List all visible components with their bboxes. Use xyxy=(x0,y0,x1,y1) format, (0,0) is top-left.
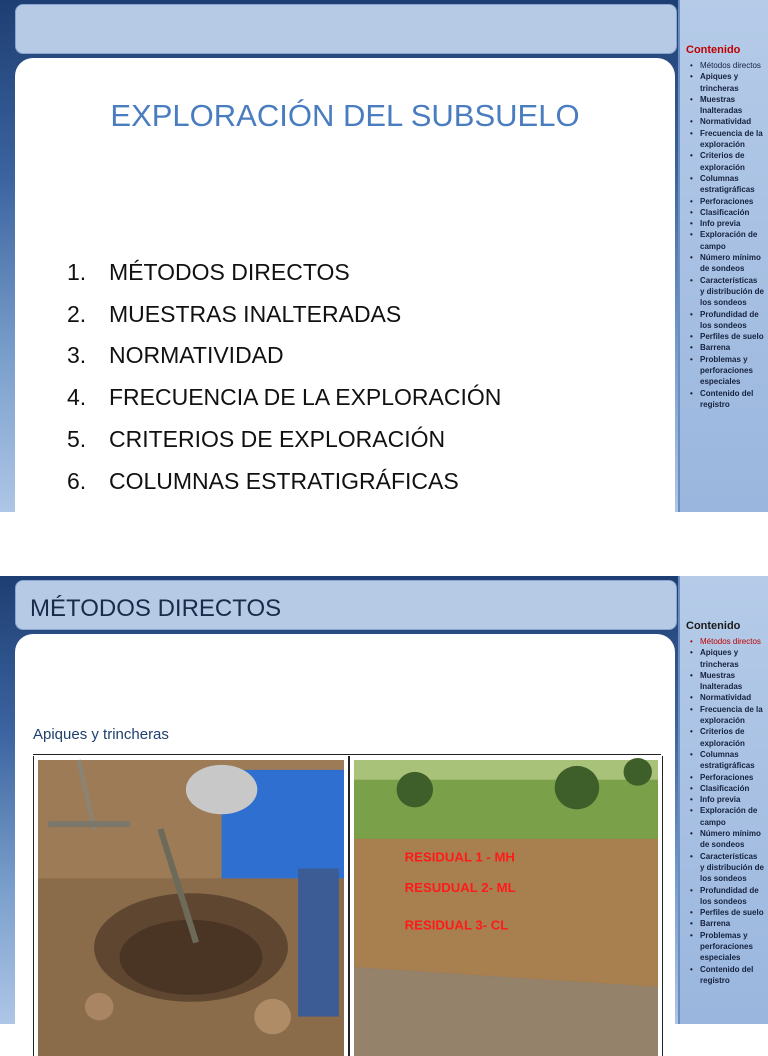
sidebar-item[interactable]: • Contenido del registro xyxy=(690,964,764,987)
slide-divider xyxy=(0,512,768,576)
topic-list xyxy=(67,252,501,544)
sidebar-item[interactable]: • Número mínimo de sondeos xyxy=(690,828,764,851)
sidebar-item[interactable]: • Criterios de exploración xyxy=(690,150,764,173)
sidebar-item[interactable]: • Exploración de campo xyxy=(690,805,764,828)
topic-item: 1. MÉTODOS DIRECTOS xyxy=(67,259,350,285)
table-top-rule xyxy=(33,754,661,755)
topic-item: 6. COLUMNAS ESTRATIGRÁFICAS xyxy=(67,467,459,494)
sidebar-item[interactable]: • Perforaciones xyxy=(690,772,764,783)
sidebar-item[interactable]: • Número mínimo de sondeos xyxy=(690,252,764,275)
photo-cell-right xyxy=(349,756,663,1056)
sidebar-item[interactable]: • Características y distribución de los sondeos xyxy=(690,275,764,309)
slide-title: EXPLORACIÓN DEL SUBSUELO xyxy=(110,98,580,133)
topic-item: 5. CRITERIOS DE EXPLORACIÓN xyxy=(67,425,446,452)
topic-item: 2. MUESTRAS INALTERADAS xyxy=(67,300,402,327)
topic-item: 3. NORMATIVIDAD xyxy=(67,342,284,369)
sidebar-item[interactable]: • Columnas estratigráficas xyxy=(690,173,764,196)
slide-2-content xyxy=(15,634,675,1054)
sidebar-item[interactable]: • Normatividad xyxy=(690,692,764,703)
sidebar-title: Contenido xyxy=(686,44,741,56)
test-pit-photo-image xyxy=(38,760,344,1056)
sidebar-item[interactable]: • Frecuencia de la exploración xyxy=(690,704,764,727)
sidebar-title: Contenido xyxy=(686,620,741,632)
slide-1-title-bar xyxy=(15,4,677,54)
stratum-label: RESUDUAL 2- ML xyxy=(404,880,516,896)
sidebar-item[interactable]: • Barrena xyxy=(690,918,764,929)
slide-2-title-bar xyxy=(15,580,677,630)
sidebar-item[interactable]: • Métodos directos xyxy=(690,60,764,71)
sidebar-item[interactable]: • Profundidad de los sondeos xyxy=(690,885,764,908)
sidebar-item[interactable]: • Muestras Inalteradas xyxy=(690,94,764,117)
slide-1-content xyxy=(15,58,675,560)
sidebar-item[interactable]: • Clasificación xyxy=(690,207,764,218)
slide-1 xyxy=(0,0,768,512)
sidebar-item[interactable]: • Problemas y perforaciones especiales xyxy=(690,930,764,964)
sidebar-item[interactable]: • Muestras Inalteradas xyxy=(690,670,764,693)
sidebar-item[interactable]: • Características y distribución de los sondeos xyxy=(690,851,764,885)
contents-sidebar xyxy=(678,0,768,512)
stratum-label: RESIDUAL 1 - MH xyxy=(404,849,515,865)
sidebar-item[interactable]: • Criterios de exploración xyxy=(690,726,764,749)
sidebar-list xyxy=(690,636,764,986)
sidebar-item[interactable]: • Apiques y trincheras xyxy=(690,71,764,94)
slide-2-title: MÉTODOS DIRECTOS xyxy=(30,595,282,622)
sidebar-item[interactable]: • Métodos directos xyxy=(690,636,764,647)
stratum-label: RESIDUAL 3- CL xyxy=(404,917,509,933)
photo-test-pit xyxy=(38,760,344,1056)
photo-cell-left xyxy=(33,756,349,1056)
sidebar-item[interactable]: • Perfiles de suelo xyxy=(690,907,764,918)
sidebar-item[interactable]: • Clasificación xyxy=(690,783,764,794)
slide-2 xyxy=(0,576,768,1024)
sidebar-item[interactable]: • Columnas estratigráficas xyxy=(690,749,764,772)
sidebar-item[interactable]: • Barrena xyxy=(690,342,764,353)
topic-item: 4. FRECUENCIA DE LA EXPLORACIÓN xyxy=(67,384,502,411)
sidebar-item[interactable]: • Perfiles de suelo xyxy=(690,331,764,342)
sidebar-item[interactable]: • Problemas y perforaciones especiales xyxy=(690,354,764,388)
contents-sidebar xyxy=(678,576,768,1024)
photo-trench xyxy=(354,760,658,1056)
sidebar-item[interactable]: • Contenido del registro xyxy=(690,388,764,411)
sidebar-item[interactable]: • Perforaciones xyxy=(690,196,764,207)
sidebar-item[interactable]: • Info previa xyxy=(690,794,764,805)
sidebar-item[interactable]: • Exploración de campo xyxy=(690,229,764,252)
sidebar-list xyxy=(690,60,764,410)
sidebar-item[interactable]: • Normatividad xyxy=(690,116,764,127)
section-subheading: Apiques y trincheras xyxy=(33,726,169,743)
trench-photo-image xyxy=(354,760,658,1056)
sidebar-item[interactable]: • Info previa xyxy=(690,218,764,229)
sidebar-item[interactable]: • Apiques y trincheras xyxy=(690,647,764,670)
sidebar-item[interactable]: • Frecuencia de la exploración xyxy=(690,128,764,151)
sidebar-item[interactable]: • Profundidad de los sondeos xyxy=(690,309,764,332)
